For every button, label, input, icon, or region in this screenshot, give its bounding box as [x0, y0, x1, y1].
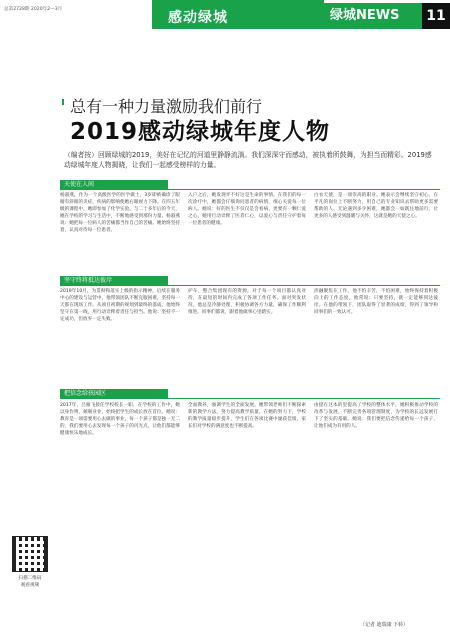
section-1-col-3: 白衣天使，是一项崇高的职业。她表示会继续坚守初心，在平凡的岗位上不断努力，用自己的专业知识去帮助更多需要帮助的人。无论遇到多少困难，她都会一如既往地前行，让更多的人感受到温暖与关怀，这就是她的天使之心。 — [314, 193, 438, 219]
page-header — [0, 0, 450, 38]
section-2-col-2: 护车，整合集团现有的资源，对于每一个项目都认真对待，在最短的时间内完成了各项工作任务。面对突发状况，他总是冷静处理，积极协调各方力量，确保工作顺利推进。同事们都说，跟着他做事心里踏实。 — [188, 289, 306, 315]
article-kicker: 总有一种力量激励我们前行 — [70, 97, 263, 116]
issue-line: 总第2728期 2020年2—3月 — [4, 7, 63, 12]
article-footer: （记者 迪瑞康 下转） — [360, 622, 409, 628]
article-lead: （编者按）回顾绿城的2019，美好在记忆的河道里静静流淌。我们深深守而感动，被执着所鼓舞，为担当而精彩。2019感动绿城年度人物揭晓，让我们一起感受榜样的力量。 — [64, 151, 432, 169]
section-heading-2: 坚守终将抵达彼岸 — [60, 276, 168, 285]
qr-caption-scan: 扫描二维码 — [18, 576, 42, 581]
kicker-bar — [62, 99, 64, 105]
section-1-col-1: 杨淑燕，作为一个高级医学的医学做土，3岁即被确诊了眼睛有斜眼的炎症，疾病的影响使她右眼视力下降。在四五年级的课程中，她即参加了化学实验，与二十多年后的今天，她在学校的学习与生活中，不断地感受到那份力量。杨淑燕说：她把每一位病人的苦痛都当作自己的苦痛。她始终坚持着，认真对待每一位患者。 — [60, 193, 180, 233]
page-number: 11 — [422, 3, 450, 29]
section-3-col-2: 全面教养，强调学生的全面发展。她带领老师们不断探索新的教学方法，努力提高教学质量。在她的努力下，学校的教学质量稳步提升，学生们在各项比赛中屡获佳绩，家长们对学校的满意度也不断提高。 — [188, 403, 306, 429]
section-rule-2 — [60, 285, 440, 286]
section-rule-1 — [60, 189, 440, 190]
section-2-col-1: 2019年10月，为贯彻和落实上级的指示精神，后续在服务中心的建设与运营中，他带领团队不断克服困难，坚持每一天都在现场工作。从项目初期的规划到最终的落成，他始终坚守在第一线，用行动诠释着责任与担当。他说：坚持不一定成功，但放弃一定失败。 — [60, 289, 180, 322]
section-rule-3 — [60, 398, 440, 399]
brand-logo: 绿城NEWS — [324, 3, 422, 29]
qr-caption-watch: 观看视频 — [20, 583, 40, 588]
section-3-col-1: 2017年，吕雁飞接任学校校长一职，在学校的工作中，她以身作则，兢兢业业，始终把学生的成长放在首位。她说：教育是一项需要用心去做的事业，每一个孩子都是独一无二的，我们要用心去发现每一个孩子的闪光点，让他们都能够健康快乐地成长。 — [60, 403, 180, 436]
section-heading-3: 把信念给孩园区 — [60, 389, 168, 398]
section-3-col-3: 由提在这本的里提高了学校的整体水平，她积极推动学校的改革与发展，不断完善各项管理制度，为学校的长远发展打下了坚实的基础。她说：我们要把信念传递给每一个孩子，让他们成为有用的人。 — [314, 403, 438, 429]
section-1-col-2: 入户之后，她发现弄不好这是生命的事情。在我们的每一次诊疗中，她都会仔细询问患者的病情，细心关爱每一位病人。她说：好的医生不仅仅是会看病，更要有一颗仁爱之心。她用行动诠释了医者仁心，以爱心与责任守护着每一位患者的健康。 — [188, 193, 306, 226]
section-title: 感动绿城 — [168, 10, 228, 26]
section-heading-1: 天使在人间 — [60, 180, 168, 189]
qr-code[interactable] — [12, 536, 48, 572]
article-title: 2019感动绿城年度人物 — [70, 119, 331, 145]
section-2-col-3: 淡融聚焦在工作，他不怕辛苦，不怕困难，始终保持着积极向上的工作态度。他常说：只要坚持，就一定能够到达彼岸。在他的带领下，团队取得了显著的成绩，得到了领导和同事们的一致认可。 — [314, 289, 438, 315]
